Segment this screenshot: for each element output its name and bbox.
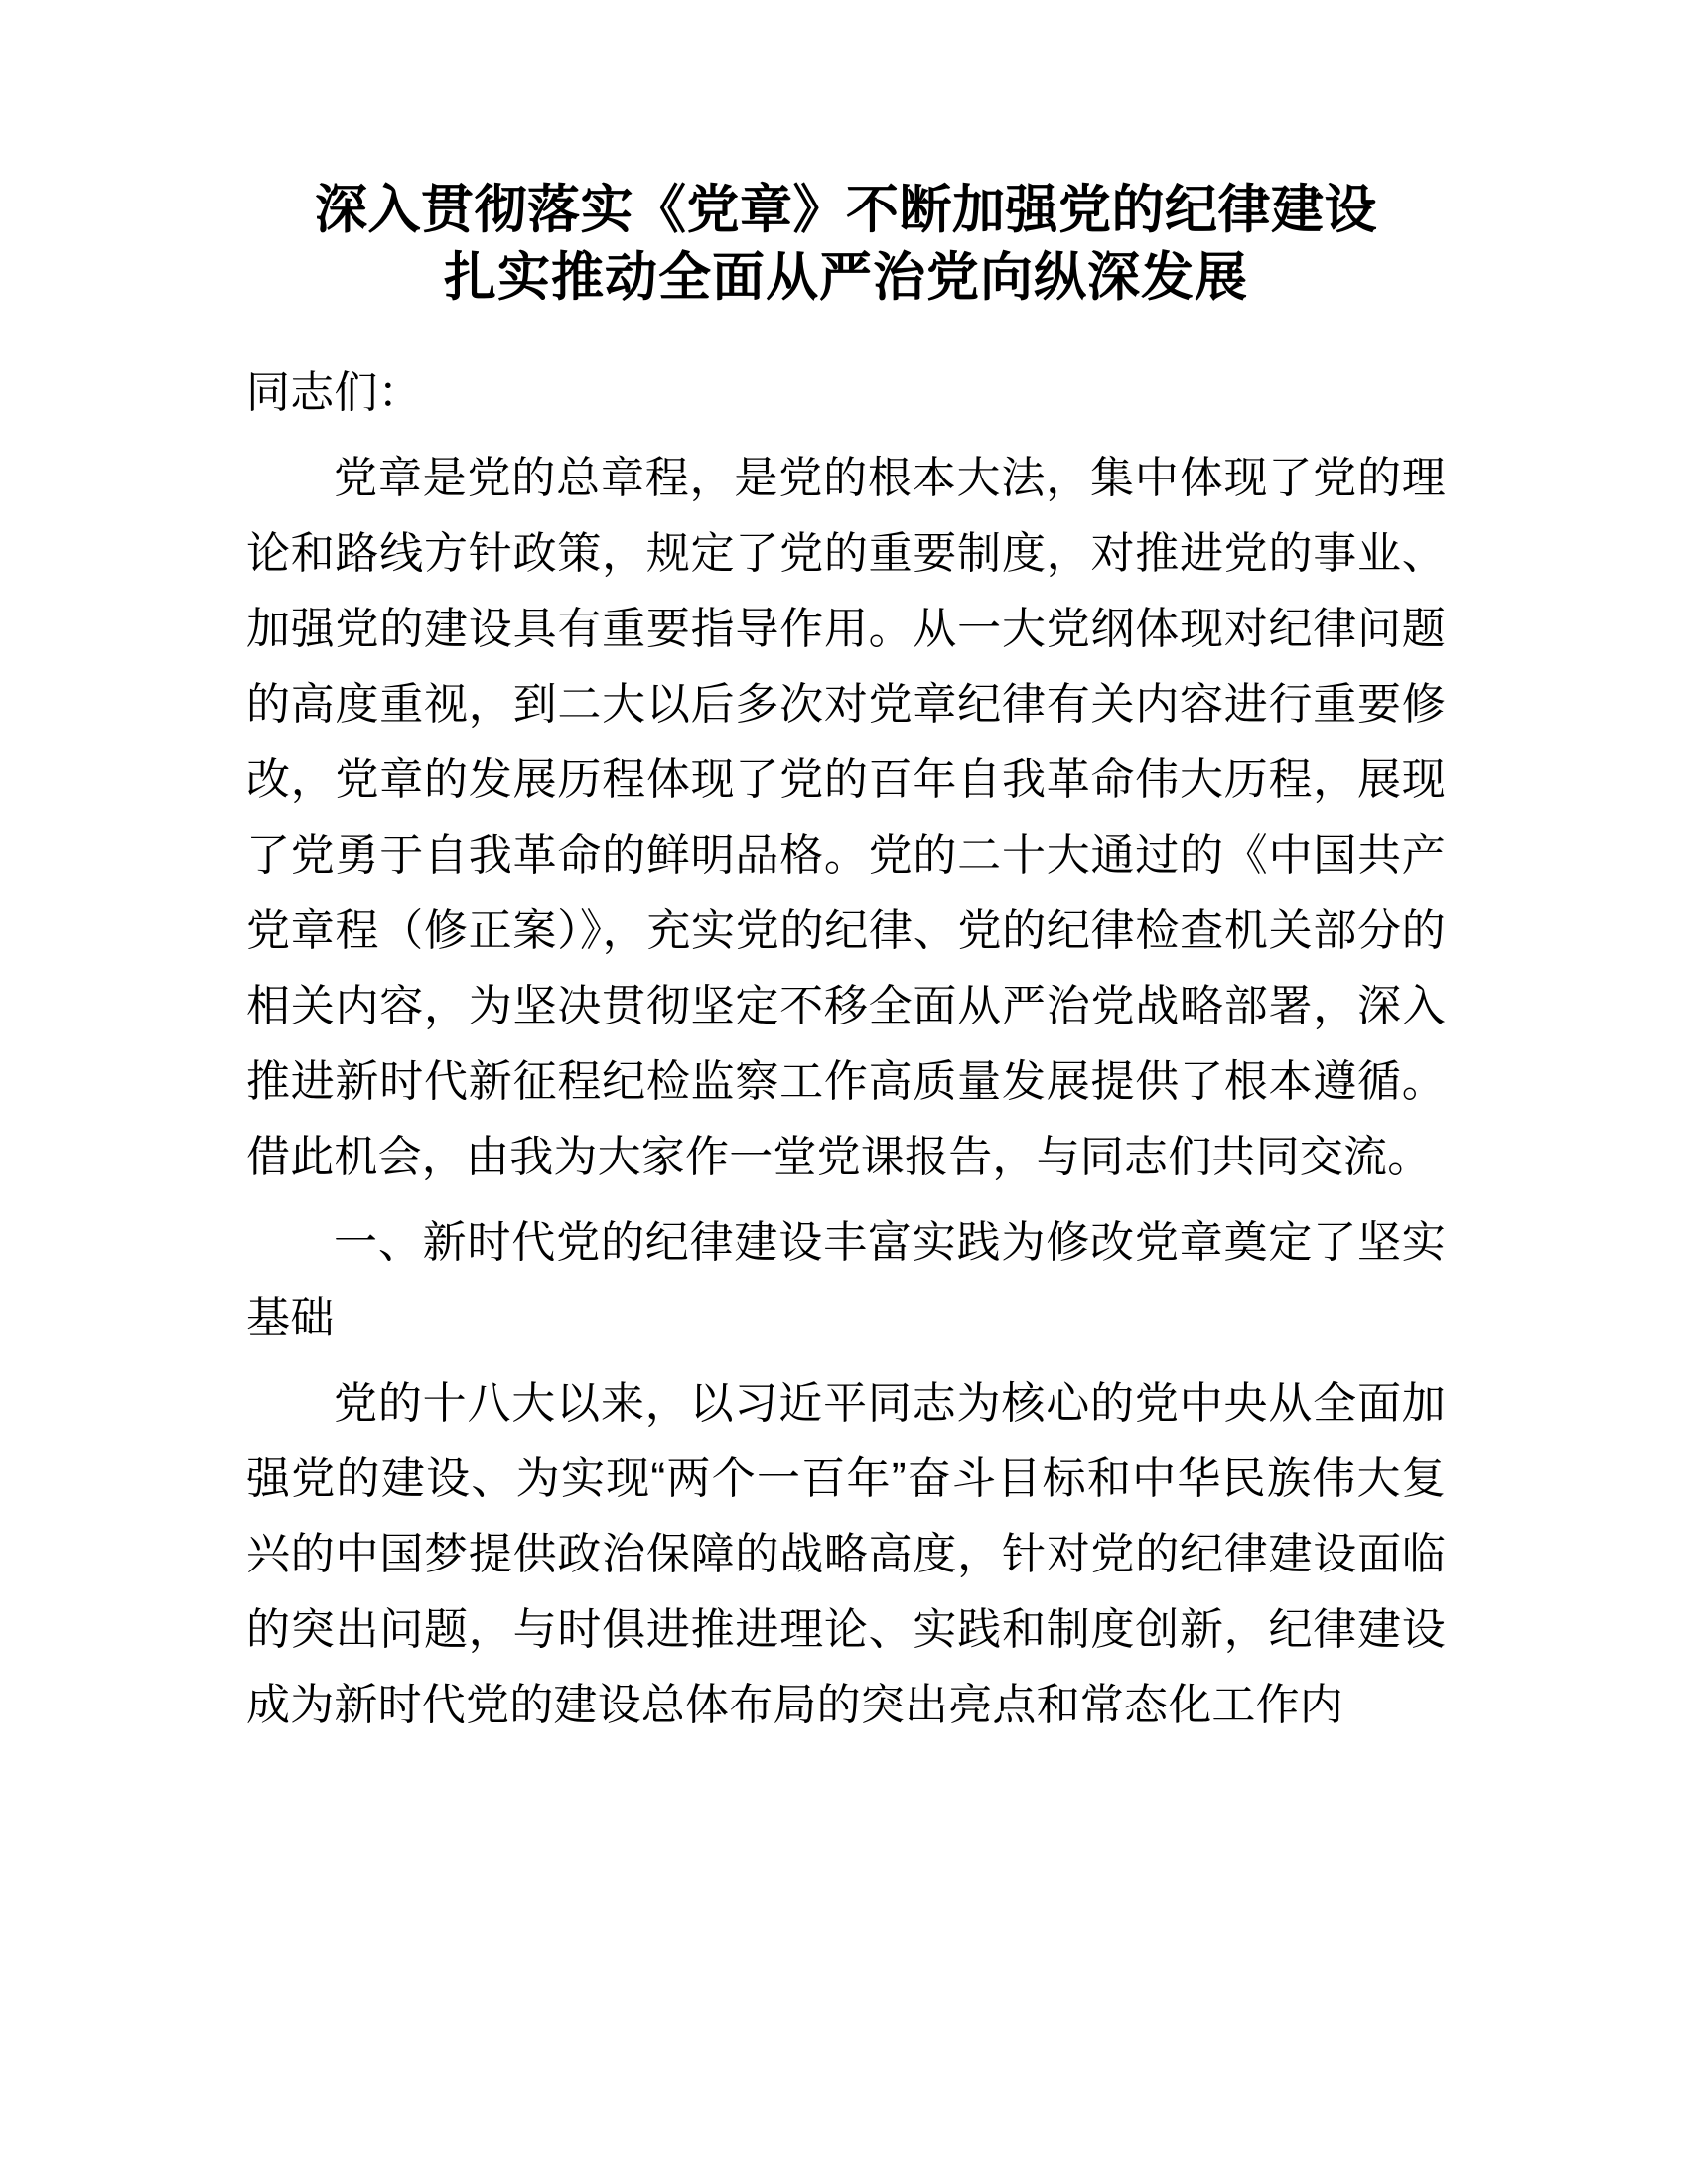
- section-one-paragraph-one: 党的十八大以来，以习近平同志为核心的党中央从全面加强党的建设、为实现“两个一百年”奋斗目标和中华民族伟大复兴的中国梦提供政治保障的战略高度，针对党的纪律建设面临的突出问题，与时俱进推进理论、实践和制度创新，纪律建设成为新时代党的建设总体布局的突出亮点和常态化工作内: [246, 1379, 1446, 1729]
- document-body: [246, 0, 1446, 1743]
- page-title: [246, 0, 1446, 312]
- intro-paragraph: 党章是党的总章程，是党的根本大法，集中体现了党的理论和路线方针政策，规定了党的重要制度，对推进党的事业、加强党的建设具有重要指导作用。从一大党纲体现对纪律问题的高度重视，到二大以后多次对党章纪律有关内容进行重要修改，党章的发展历程体现了党的百年自我革命伟大历程，展现了党勇于自我革命的鲜明品格。党的二十大通过的《中国共产党章程（修正案）》，充实党的纪律、党的纪律检查机关部分的相关内容，为坚决贯彻坚定不移全面从严治党战略部署，深入推进新时代新征程纪检监察工作高质量发展提供了根本遵循。借此机会，由我为大家作一堂党课报告，与同志们共同交流。: [246, 454, 1446, 1181]
- page-title-line-2: 扎实推动全面从严治党向纵深发展: [444, 248, 1248, 307]
- salutation: 同志们：: [246, 368, 422, 417]
- section-heading-one: 一、新时代党的纪律建设丰富实践为修改党章奠定了坚实基础: [246, 1218, 1446, 1342]
- page-title-line-1: 深入贯彻落实《党章》不断加强党的纪律建设: [315, 181, 1377, 239]
